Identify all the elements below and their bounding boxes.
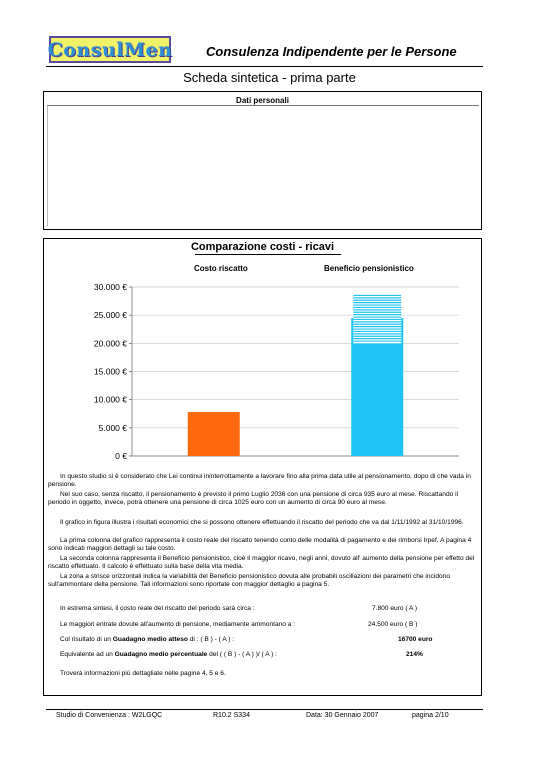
paragraph-first-column: La prima colonna del grafico rappresenta il costo reale del riscatto tenendo conto delle modalità di pagamento e dei rimborsi Irpef. A pagina 4 sono indicati maggiori dettagli su tale costo. — [48, 537, 472, 553]
summary-percent-bold: Guadagno medio percentuale — [114, 651, 208, 658]
personal-data-area — [47, 105, 479, 226]
footer-page: pagina 2/10 — [412, 712, 449, 719]
column-heading-cost: Costo riscatto — [194, 264, 248, 273]
header-title: Consulenza Indipendente per le Persone — [206, 44, 457, 59]
y-tick-label: 10.000 € — [94, 394, 127, 405]
summary-gain-label: Col risultato di un Guadagno medio atteso di : ( B ) - ( A ) : — [60, 636, 235, 643]
summary-cost-value: 7.800 euro ( A ) — [372, 605, 418, 612]
summary-more-info: Troverà informazioni più dettagliate nelle pagine 4, 5 e 6. — [60, 670, 226, 677]
comparison-title: Comparazione costi - ricavi — [190, 241, 335, 253]
summary-benefit-label: Le maggiori entrate dovute all'aumento di pensione, mediamente ammontano a : — [60, 621, 296, 628]
comparison-box — [43, 238, 482, 696]
header-divider — [46, 66, 483, 67]
footer-release: R10.2 S334 — [213, 712, 250, 719]
column-heading-benefit: Beneficio pensionistico — [324, 264, 414, 273]
summary-percent-value: 214% — [406, 651, 423, 658]
paragraph-pension: Nel suo caso, senza riscatto, il pensionamento è previsto il primo Luglio 2036 con una pensione di circa 935 euro al mese. Riscattando il periodo in oggetto, invece, potrà ottenere una pensione di circa 1025 euro con un aumento di circa 90 euro al mese. — [48, 491, 459, 507]
comparison-title-underline — [195, 254, 341, 255]
personal-data-box — [43, 91, 482, 230]
footer-date: Data: 30 Gennaio 2007 — [306, 712, 379, 719]
consulmen-logo — [49, 36, 171, 63]
bar-costo-riscatto — [188, 412, 240, 456]
summary-percent-label: Equivalente ad un Guadagno medio percentuale del ( ( B ) - ( A ) )/ ( A ) : — [60, 651, 277, 658]
paragraph-intro: In questo studio si è considerato che Lei continui ininterrottamente a lavorare fino alla prima data utile al pensionamento, dopo di che vada in pensione. — [48, 473, 471, 489]
summary-gain-value: 16700 euro — [398, 636, 433, 643]
y-tick-label: 5.000 € — [98, 422, 127, 433]
paragraph-stripes: La zona a strisce orizzontali indica la variabilità del Beneficio pensionistico dovuta alle probabili oscillazioni dei parametri che incidono sull'ammontare della pensione. Tali informazioni sono riportate con maggior dettaglio a pagina 5. — [48, 573, 450, 589]
footer-study: Studio di Convenienza : W2LGQC — [56, 712, 163, 719]
logo-text: ConsulMen — [47, 38, 173, 61]
paragraph-second-column: La seconda colonna rappresenta il Beneficio pensionistico, cioè il maggior ricavo, negli anni, dovuto all' aumento della pensione per effetto del riscatto effettuato. Il calcolo è effettuato sulla base della vita media. — [48, 555, 475, 571]
y-tick-label: 20.000 € — [94, 338, 127, 349]
y-tick-label: 25.000 € — [94, 310, 127, 321]
summary-cost-label: In estrema sintesi, il costo reale del riscatto del periodo sarà circa : — [60, 605, 255, 612]
footer-divider — [46, 709, 483, 710]
summary-benefit-value: 24.500 euro ( B ) — [368, 621, 418, 628]
personal-data-title: Dati personali — [236, 96, 289, 105]
comparison-chart — [94, 281, 464, 463]
y-tick-label: 15.000 € — [94, 366, 127, 377]
page-subtitle: Scheda sintetica - prima parte — [183, 70, 356, 85]
y-tick-label: 30.000 € — [94, 282, 127, 292]
paragraph-chart: Il grafico in figura illustra i risultati economici che si possono ottenere effettuando il riscatto del periodo che va dal 1/11/1992 al 31/10/1996. — [60, 519, 464, 526]
summary-gain-bold: Guadagno medio atteso — [112, 636, 188, 643]
y-tick-label: 0 € — [115, 451, 127, 461]
